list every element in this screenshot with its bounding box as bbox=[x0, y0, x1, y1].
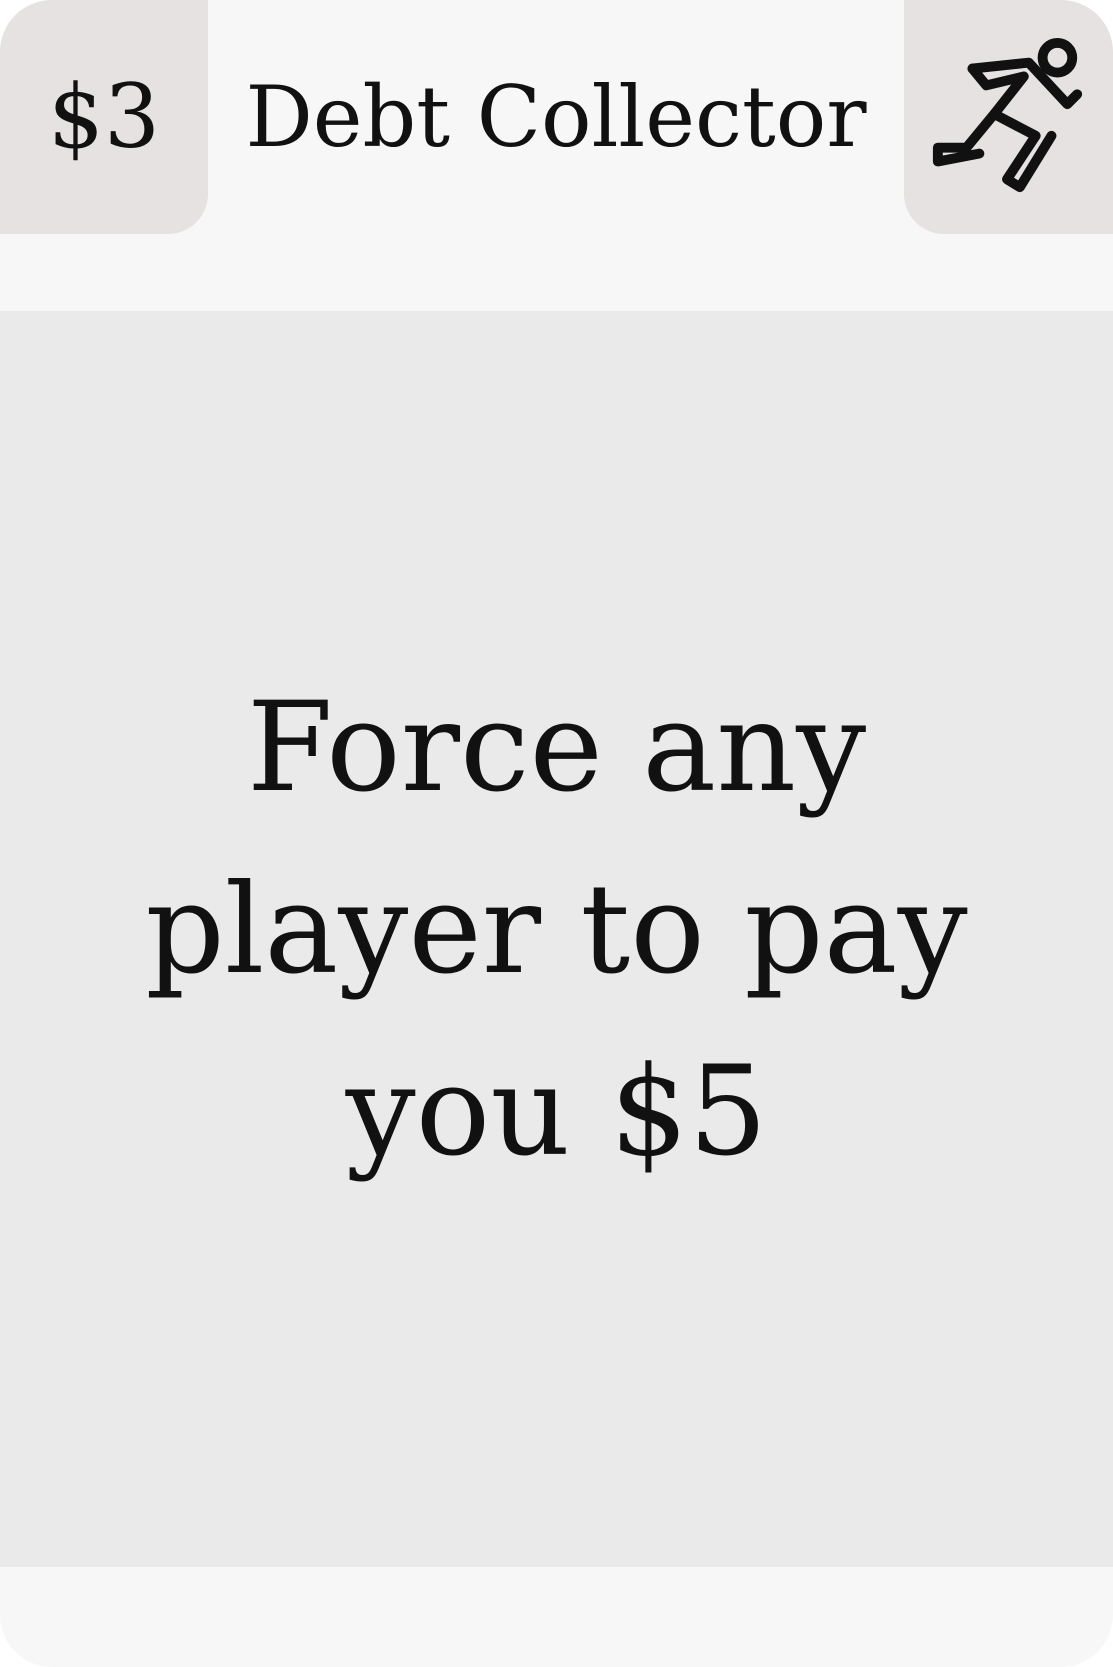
running-person-icon bbox=[925, 33, 1093, 201]
card-cost: $3 bbox=[48, 65, 160, 168]
cost-badge bbox=[0, 0, 208, 234]
card-title: Debt Collector bbox=[245, 68, 867, 166]
card-effect-text: Force any player to pay you $5 bbox=[145, 676, 968, 1184]
effect-panel bbox=[0, 311, 1113, 1567]
icon-badge bbox=[904, 0, 1113, 234]
